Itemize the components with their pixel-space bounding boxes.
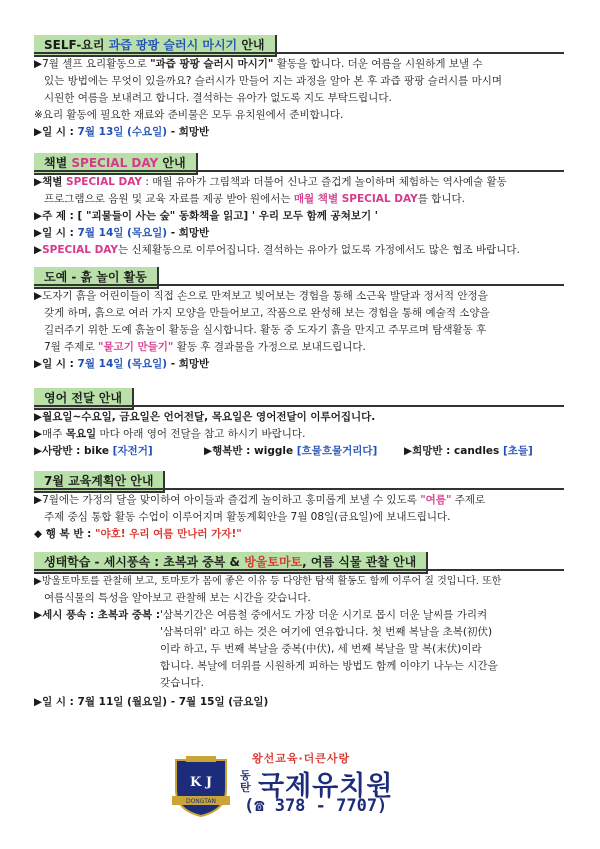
phone-number: (☎ 378 - 7707) [244, 796, 388, 816]
section-title: 영어 전달 안내 [34, 388, 134, 410]
section-divider [34, 488, 564, 490]
section-divider [34, 52, 564, 54]
section-english-body: ▶월요일~수요일, 금요일은 언어전달, 목요일은 영어전달이 이루어집니다. ▶매주 목요일 마다 아래 영어 전달을 참고 하시기 바랍니다. ▶사랑반 : bike [자전거] ▶행복반 : wiggle [흐물흐물거리다] ▶희망반 : candles [초들] [34, 409, 564, 460]
name-small: 동탄 [240, 769, 251, 794]
kindergarten-logo [170, 750, 450, 822]
section-divider [34, 405, 564, 407]
section-title: 도예 - 흙 놀이 활동 [34, 267, 159, 289]
svg-text:DONGTAN: DONGTAN [185, 798, 217, 805]
section-divider [34, 170, 564, 172]
section-title: 생태학습 - 세시풍속 : 초복과 중복 & 방울토마토, 여름 식물 관찰 안내 [34, 552, 428, 574]
crest-icon [170, 754, 232, 820]
section-title: SELF-요리 과즙 팡팡 슬러시 마시기 안내 [34, 35, 277, 57]
section-ecology-body: ▶방울토마토를 관찰해 보고, 토마토가 몸에 좋은 이유 등 다양한 탐색 활동도 함께 이루어 질 것입니다. 또한 여름식물의 특성을 알아보고 관찰해 보는 시간을 갖습니다. ▶세시 풍속 : 초복과 중복 : '삼복기간은 여름철 중에서도 가장 더운 시기로 몹시 더운 날씨를 가리켜 '삼복더위' 라고 하는 것은 여기에 연유합니다. 첫 번째 복날을 초복(初伏) 이라 하고, 두 번째 복날을 중복(中伏), 세 번째 복날을 말 복(末伏)이라 합니다. 복날에 더위를 시원하게 피하는 방법도 함께 이야기 나누는 시간을 갖습니다. ▶일 시 : 7월 11일 (월요일) - 7월 15일 (금요일) [34, 576, 502, 708]
section-divider [34, 284, 564, 286]
section-title: 7월 교육계획안 안내 [34, 471, 165, 493]
slogan: 왕선교육·더큰사랑 [252, 752, 351, 765]
section-special-day-body: ▶책별 SPECIAL DAY : 매월 유아가 그림책과 더불어 신나고 즐겁게 놀이하며 체험하는 역사예술 활동 프로그램으로 음원 및 교육 자료를 제공 받아 원에서는 매월 책별 SPECIAL DAY를 합니다. ▶주 제 : [ "괴물들이 사는 숲" 동화책을 읽고] ' 우리 모두 함께 공쳐보기 ' ▶일 시 : 7월 14일 (목요일) - 희망반 ▶SPECIAL DAY는 신체활동으로 이루어집니다. 결석하는 유아가 없도록 가정에서도 많은 협조 바랍니다. [34, 176, 520, 256]
section-plan-body: ▶7월에는 가정의 달을 맞이하여 아이들과 즐겁게 놀이하고 홍미롭게 보낼 수 있도록 "여름" 주제로 주제 중심 통합 활동 수업이 이루어지며 활동계획안을 7월 08일(금요일)에 보내드립니다. ◆ 행 복 반 : "야호! 우리 여름 만나러 가자!" [34, 494, 486, 540]
kindergarten-name: 국제유치원 [258, 771, 394, 802]
section-cooking-body: ▶7월 셀프 요리활동으로 "과즙 팡팡 슬러시 마시기" 활동을 합니다. 더운 여름을 시원하게 보낼 수 있는 방법에는 무엇이 있을까요? 슬러시가 만들어 지는 과정을 알아 본 후 과즙 팡팡 슬러시를 마시며 시원한 여름을 보내려고 합니다. 결석하는 유아가 없도록 지도 부탁드립니다. ※요리 활동에 필요한 재료와 준비물은 모두 유치원에서 준비합니다. ▶일 시 : 7월 13일 (수요일) - 희망반 [34, 58, 503, 138]
section-title: 책별 SPECIAL DAY 안내 [34, 153, 198, 175]
english-words-row: ▶사랑반 : bike [자전거] ▶행복반 : wiggle [흐물흐물거리다] ▶희망반 : candles [초들] [34, 445, 533, 457]
section-pottery-body: ▶도자기 흙을 어린이들이 직접 손으로 만져보고 빚어보는 경험을 통해 소근육 발달과 정서적 안정을 갖게 하며, 흙으로 여러 가지 모양을 만들어보고, 작품으로 완성해 보는 경험을 통해 예술적 소양을 길러주기 위한 도예 흙놀이 활동을 실시합니다. 활동 중 도자기 흙을 만지고 주무르며 탐색활동 후 7월 주제로 "물고기 만들기" 활동 후 결과물을 가정으로 보내드립니다. ▶일 시 : 7월 14일 (목요일) - 희망반 [34, 290, 490, 370]
svg-text:K J: K J [190, 775, 212, 790]
section-divider [34, 569, 564, 571]
